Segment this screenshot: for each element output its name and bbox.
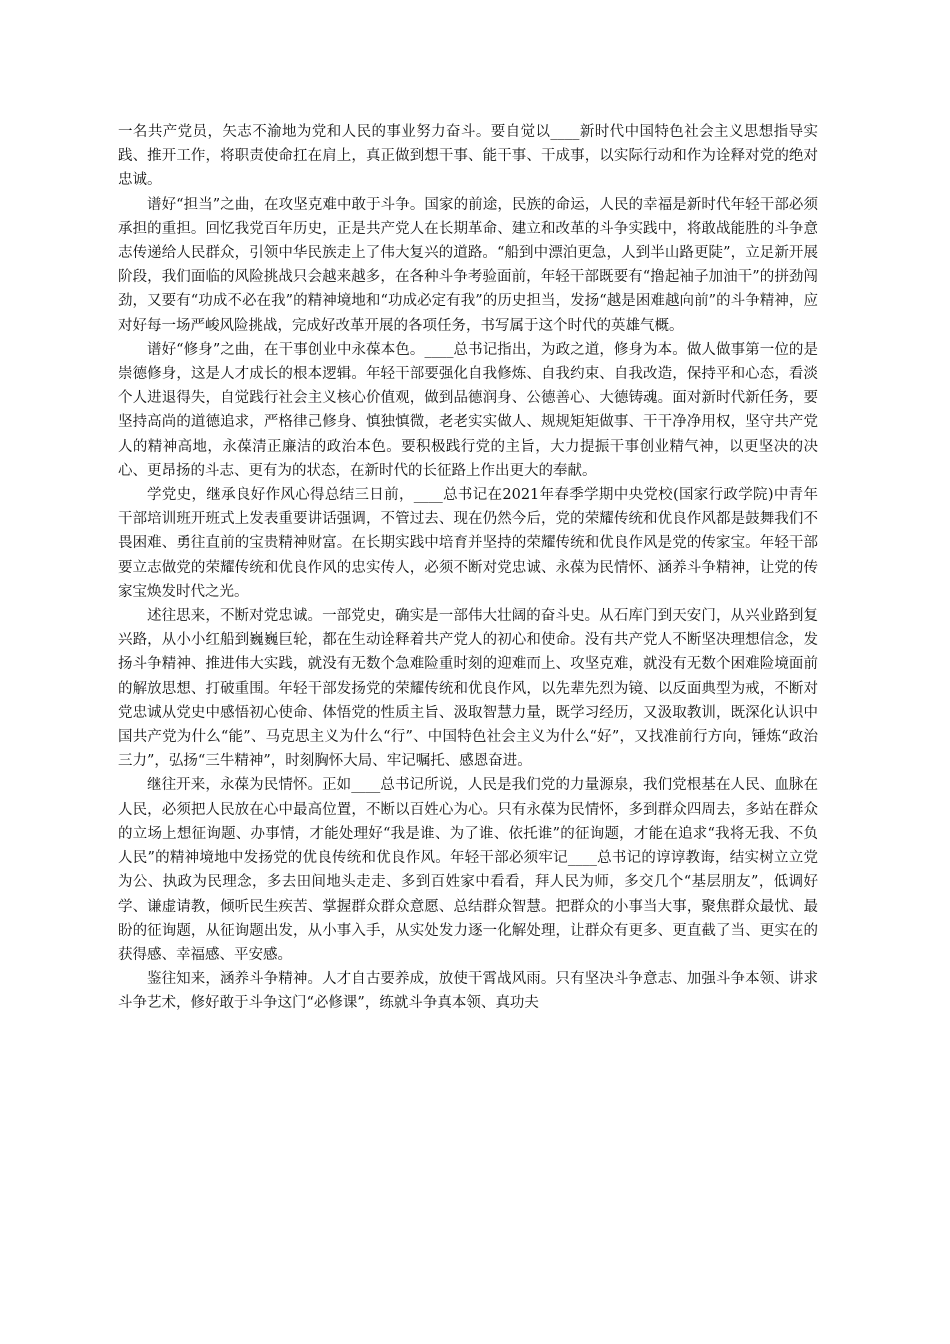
paragraph-7: 鉴往知来，涵养斗争精神。人才自古要养成，放使干霄战风雨。只有坚决斗争意志、加强斗争本领、讲求斗争艺术，修好敢于斗争这门“必修课”，练就斗争真本领、真功夫 [118,971,818,1012]
paragraph-5: 述往思来，不断对党忠诚。一部党史，确实是一部伟大壮阔的奋斗史。从石库门到天安门，从兴业路到复兴路，从小小红船到巍巍巨轮，都在生动诠释着共产党人的初心和使命。没有共产党人不断坚决理想信念，发扬斗争精神、推进伟大实践，就没有无数个急难险重时刻的迎难而上、攻坚克难，就没有无数个困难险境面前的解放思想、打破重围。年轻干部发扬党的荣耀传统和优良作风，以先辈先烈为镜、以反面典型为戒，不断对党忠诚从党史中感悟初心使命、体悟党的性质主旨、汲取智慧力量，既学习经历，又汲取教训，既深化认识中国共产党为什么“能”、马克思主义为什么“行”、中国特色社会主义为什么“好”，又找准前行方向，锤炼“政治三力”，弘扬“三牛精神”，时刻胸怀大局、牢记嘱托、感恩奋进。 [118,608,818,770]
paragraph-3: 谱好“修身”之曲，在干事创业中永葆本色。____总书记指出，为政之道，修身为本。做人做事第一位的是崇德修身，这是人才成长的根本逻辑。年轻干部要强化自我修炼、自我约束、自我改造，保持平和心态，看淡个人进退得失，自觉践行社会主义核心价值观，做到品德润身、公德善心、大德铸魂。面对新时代新任务，要坚持高尚的道德追求，严格律己修身、慎独慎微，老老实实做人、规规矩矩做事、干干净净用权，坚守共产党人的精神高地，永葆清正廉洁的政治本色。要积极践行党的主旨，大力提振干事创业精气神，以更坚决的决心、更昂扬的斗志、更有为的状态，在新时代的长征路上作出更大的奉献。 [118,341,818,479]
document-page [118,120,818,1016]
paragraph-1: 一名共产党员，矢志不渝地为党和人民的事业努力奋斗。要自觉以____新时代中国特色社会主义思想指导实践、推开工作，将职责使命扛在肩上，真正做到想干事、能干事、干成事，以实际行动和作为诠释对党的绝对忠诚。 [118,124,818,189]
paragraph-2: 谱好“担当”之曲，在攻坚克难中敢于斗争。国家的前途，民族的命运，人民的幸福是新时代年轻干部必须承担的重担。回忆我党百年历史，正是共产党人在长期革命、建立和改革的斗争实践中，将敢战能胜的斗争意志传递给人民群众，引领中华民族走上了伟大复兴的道路。“船到中漂泊更急，人到半山路更陡”，立足新开展阶段，我们面临的风险挑战只会越来越多，在各种斗争考验面前，年轻干部既要有“撸起袖子加油干”的拼劲闯劲，又要有“功成不必在我”的精神境地和“功成必定有我”的历史担当，发扬“越是困难越向前”的斗争精神，应对好每一场严峻风险挑战，完成好改革开展的各项任务，书写属于这个时代的英雄气概。 [118,196,818,334]
paragraph-4: 学党史，继承良好作风心得总结三日前，____总书记在2021年春季学期中央党校(国家行政学院)中青年干部培训班开班式上发表重要讲话强调，不管过去、现在仍然今后，党的荣耀传统和优良作风都是鼓舞我们不畏困难、勇往直前的宝贵精神财富。在长期实践中培育并坚持的荣耀传统和优良作风是党的传家宝。年轻干部要立志做党的荣耀传统和优良作风的忠实传人，必须不断对党忠诚、永葆为民情怀、涵养斗争精神，让党的传家宝焕发时代之光。 [118,487,818,600]
paragraph-6: 继往开来，永葆为民情怀。正如____总书记所说，人民是我们党的力量源泉，我们党根基在人民、血脉在人民，必须把人民放在心中最高位置，不断以百姓心为心。只有永葆为民情怀，多到群众四周去，多站在群众的立场上想征询题、办事情，才能处理好“我是谁、为了谁、依托谁”的征询题，才能在追求“我将无我、不负人民”的精神境地中发扬党的优良传统和优良作风。年轻干部必须牢记____总书记的谆谆教诲，结实树立立党为公、执政为民理念，多去田间地头走走、多到百姓家中看看，拜人民为师，多交几个“基层朋友”，低调好学、谦虚请教，倾听民生疾苦、掌握群众群众意愿、总结群众智慧。把群众的小事当大事，聚焦群众最忧、最盼的征询题，从征询题出发，从小事入手，从实处发力逐一化解处理，让群众有更多、更直截了当、更实在的获得感、幸福感、平安感。 [118,777,818,963]
